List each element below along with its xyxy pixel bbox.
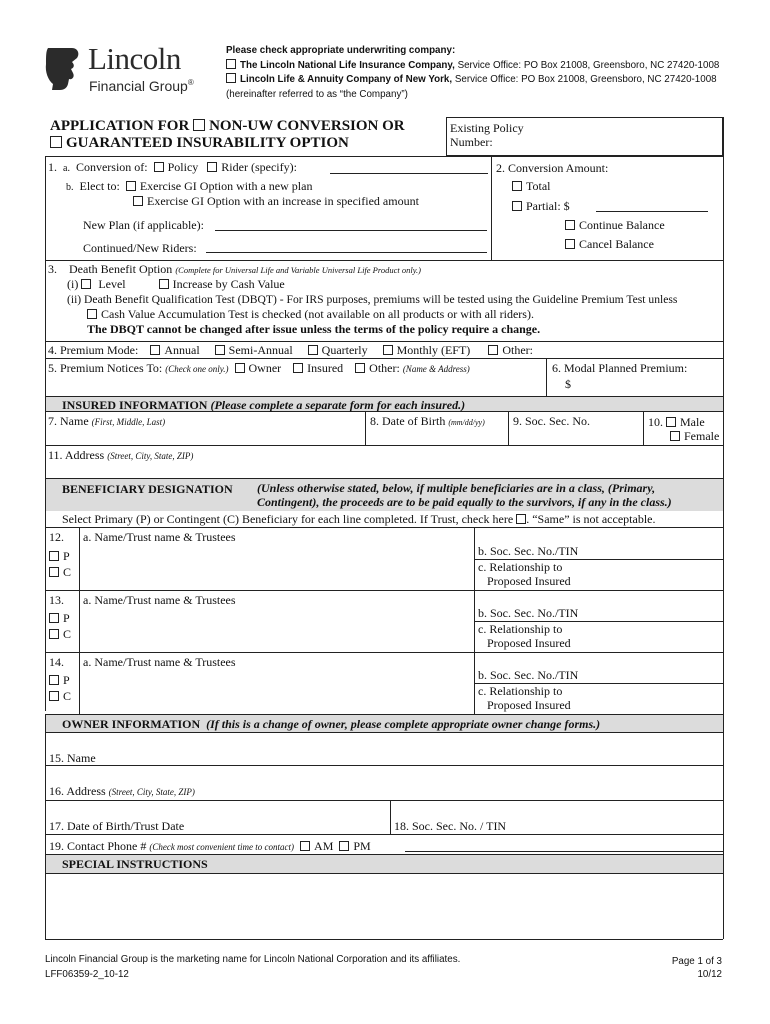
modal-premium-dollar: $ — [565, 377, 571, 391]
continued-riders-line[interactable] — [206, 252, 487, 253]
rule — [45, 156, 46, 711]
beneficiary-p: P — [49, 611, 70, 626]
insured-sex-group: 10. Male Female — [648, 415, 720, 443]
underwriting-title: Please check appropriate underwriting company: — [226, 45, 456, 56]
monthly-checkbox[interactable] — [383, 345, 393, 355]
form-title-line1: APPLICATION FOR NON-UW CONVERSION OR — [50, 118, 405, 134]
dbqt-text: (ii) Death Benefit Qualification Test (DBQT) - For IRS purposes, premiums will be tested using the Guideline Premium Test unless — [67, 293, 678, 306]
premium-mode-row: 4. Premium Mode: Annual Semi-Annual Quarterly Monthly (EFT) Other: — [48, 343, 533, 357]
modal-premium-label: 6. Modal Planned Premium: — [552, 361, 688, 375]
level-checkbox[interactable] — [81, 279, 91, 289]
rule — [45, 765, 723, 766]
total-checkbox[interactable] — [512, 181, 522, 191]
beneficiary-ssn-label: b. Soc. Sec. No./TIN — [478, 606, 579, 620]
trust-checkbox[interactable] — [516, 514, 526, 524]
primary-checkbox[interactable] — [49, 613, 59, 623]
rule — [45, 732, 723, 733]
rule — [45, 652, 723, 653]
beneficiary-num: 13. — [49, 593, 64, 607]
premium-notices-row: 5. Premium Notices To: (Check one only.) Owner Insured Other: (Name & Address) — [48, 361, 470, 375]
contingent-checkbox[interactable] — [49, 629, 59, 639]
insured-name-label: 7. Name (First, Middle, Last) — [48, 414, 166, 428]
partial-amount-line[interactable] — [596, 211, 708, 212]
rule — [365, 411, 366, 445]
conversion-amount-label: 2. Conversion Amount: — [496, 161, 609, 175]
section1-a-row: 1. a. Conversion of: Policy Rider (specify): — [48, 160, 297, 174]
logo-subtitle: Financial Group® — [89, 78, 194, 94]
male-checkbox[interactable] — [666, 417, 676, 427]
dbqt-bold-note: The DBQT cannot be changed after issue unless the terms of the policy require a change. — [87, 322, 541, 336]
exercise-new-plan-checkbox[interactable] — [126, 181, 136, 191]
quarterly-checkbox[interactable] — [308, 345, 318, 355]
rule — [45, 800, 723, 801]
continue-balance-checkbox[interactable] — [565, 220, 575, 230]
beneficiary-c: C — [49, 627, 71, 642]
death-benefit-i-row: (i) Level Increase by Cash Value — [67, 277, 285, 291]
cvat-row: Cash Value Accumulation Test is checked (not available on all products or with all riders). — [87, 307, 534, 322]
form-title-line2: GUARANTEED INSURABILITY OPTION — [50, 135, 405, 152]
beneficiary-relationship-label: c. Relationship to Proposed Insured — [478, 622, 571, 650]
beneficiary-name-label: a. Name/Trust name & Trustees — [83, 655, 236, 669]
new-plan-label: New Plan (if applicable): — [83, 218, 204, 232]
special-instructions-area[interactable] — [46, 874, 723, 939]
partial-checkbox[interactable] — [512, 201, 522, 211]
semi-annual-checkbox[interactable] — [215, 345, 225, 355]
primary-checkbox[interactable] — [49, 675, 59, 685]
company1-row — [226, 59, 719, 74]
phone-line[interactable] — [405, 851, 723, 852]
footer-marketing: Lincoln Financial Group is the marketing name for Lincoln National Corporation and its affiliates. — [45, 954, 461, 965]
company2-row — [226, 73, 719, 88]
beneficiary-name-label: a. Name/Trust name & Trustees — [83, 530, 236, 544]
logo-word: Lincoln — [88, 41, 181, 76]
insured-address-label: 11. Address (Street, City, State, ZIP) — [48, 448, 194, 462]
rule — [45, 445, 723, 446]
company2-checkbox[interactable] — [226, 73, 236, 83]
rule — [45, 527, 723, 528]
lincoln-silhouette-icon — [42, 44, 82, 94]
company2-office: Service Office: PO Box 21008, Greensboro, NC 27420-1008 — [454, 74, 717, 85]
insured-heading: INSURED INFORMATION (Please complete a separate form for each insured.) — [62, 398, 466, 412]
rule — [45, 939, 723, 940]
rule — [508, 411, 509, 445]
rule — [45, 834, 723, 835]
continued-riders-label: Continued/New Riders: — [83, 241, 197, 255]
rule — [45, 590, 723, 591]
partial-option: Partial: $ — [512, 199, 570, 214]
owner-dob-label: 17. Date of Birth/Trust Date — [49, 819, 185, 833]
company1-office: Service Office: PO Box 21008, Greensboro, NC 27420-1008 — [457, 59, 720, 71]
beneficiary-p: P — [49, 549, 70, 564]
rule — [45, 341, 723, 342]
mode-other-checkbox[interactable] — [488, 345, 498, 355]
footer-form-number: LFF06359-2_10-12 — [45, 969, 129, 980]
beneficiary-heading-note: (Unless otherwise stated, below, if multiple beneficiaries are in a class, (Primary, Contingent), the proceeds are to be paid equally to the survivors, if any in the class.) — [257, 481, 672, 509]
conversion-policy-checkbox[interactable] — [154, 162, 164, 172]
contingent-checkbox[interactable] — [49, 691, 59, 701]
company1-name: The Lincoln National Life Insurance Company, — [240, 59, 455, 71]
beneficiary-c: C — [49, 689, 71, 704]
gi-option-checkbox[interactable] — [50, 136, 62, 148]
notice-other-checkbox[interactable] — [355, 363, 365, 373]
cancel-balance-option: Cancel Balance — [565, 237, 654, 252]
annual-checkbox[interactable] — [150, 345, 160, 355]
pm-checkbox[interactable] — [339, 841, 349, 851]
am-checkbox[interactable] — [300, 841, 310, 851]
beneficiary-relationship-label: c. Relationship to Proposed Insured — [478, 560, 571, 588]
lincoln-logo — [42, 42, 217, 102]
cancel-balance-checkbox[interactable] — [565, 239, 575, 249]
existing-policy-label: Existing Policy Number: — [450, 121, 524, 149]
form-title — [50, 118, 405, 152]
beneficiary-name-label: a. Name/Trust name & Trustees — [83, 593, 236, 607]
section1-b-row2: Exercise GI Option with an increase in specified amount — [133, 194, 419, 209]
company2-name: Lincoln Life & Annuity Company of New York, — [240, 74, 453, 85]
cvat-checkbox[interactable] — [87, 309, 97, 319]
owner-heading: OWNER INFORMATION (If this is a change of owner, please complete appropriate owner change forms.) — [62, 717, 601, 731]
rider-specify-line[interactable] — [330, 173, 488, 174]
owner-address-label: 16. Address (Street, City, State, ZIP) — [49, 784, 195, 798]
notice-insured-checkbox[interactable] — [293, 363, 303, 373]
rule — [79, 527, 80, 714]
rule — [45, 156, 723, 157]
beneficiary-relationship-label: c. Relationship to Proposed Insured — [478, 684, 571, 712]
rule — [390, 800, 391, 834]
beneficiary-p: P — [49, 673, 70, 688]
rule — [546, 358, 547, 396]
beneficiary-num: 14. — [49, 655, 64, 669]
insured-ssn-label: 9. Soc. Sec. No. — [513, 414, 590, 428]
contingent-checkbox[interactable] — [49, 567, 59, 577]
insured-dob-label: 8. Date of Birth (mm/dd/yy) — [370, 414, 485, 428]
company1-checkbox[interactable] — [226, 59, 236, 69]
rule — [491, 156, 492, 260]
non-uw-conversion-checkbox[interactable] — [193, 119, 205, 131]
beneficiary-num: 12. — [49, 530, 64, 544]
beneficiary-c: C — [49, 565, 71, 580]
conversion-rider-checkbox[interactable] — [207, 162, 217, 172]
continue-balance-option: Continue Balance — [565, 218, 665, 233]
rule — [643, 411, 644, 445]
existing-policy-box[interactable] — [446, 117, 723, 156]
notice-owner-checkbox[interactable] — [235, 363, 245, 373]
section1-b-row: b. Elect to: Exercise GI Option with a new plan — [66, 179, 313, 193]
total-option: Total — [512, 179, 551, 194]
rule — [45, 358, 723, 359]
female-checkbox[interactable] — [670, 431, 680, 441]
rule — [723, 873, 724, 939]
special-instructions-heading: SPECIAL INSTRUCTIONS — [62, 857, 208, 871]
beneficiary-ssn-label: b. Soc. Sec. No./TIN — [478, 668, 579, 682]
footer-page: Page 1 of 3 — [671, 956, 722, 967]
increase-cash-checkbox[interactable] — [159, 279, 169, 289]
new-plan-line[interactable] — [215, 230, 487, 231]
beneficiary-instruction: Select Primary (P) or Contingent (C) Beneficiary for each line completed. If Trust, check here . “Same” is not acceptable. — [62, 512, 656, 526]
rule — [45, 260, 723, 261]
owner-name-label: 15. Name — [49, 751, 96, 765]
beneficiary-ssn-label: b. Soc. Sec. No./TIN — [478, 544, 579, 558]
death-benefit-row: 3. Death Benefit Option (Complete for Universal Life and Variable Universal Life Product only.) — [48, 262, 421, 276]
exercise-increase-checkbox[interactable] — [133, 196, 143, 206]
owner-ssn-label: 18. Soc. Sec. No. / TIN — [394, 819, 507, 833]
beneficiary-heading: BENEFICIARY DESIGNATION — [62, 482, 233, 496]
underwriting-company-block — [226, 44, 719, 102]
footer-date: 10/12 — [697, 969, 722, 980]
rule — [723, 117, 724, 873]
owner-phone-row: 19. Contact Phone # (Check most convenient time to contact) AM PM — [49, 839, 371, 853]
primary-checkbox[interactable] — [49, 551, 59, 561]
hereinafter-text: (hereinafter referred to as “the Company”) — [226, 88, 408, 100]
